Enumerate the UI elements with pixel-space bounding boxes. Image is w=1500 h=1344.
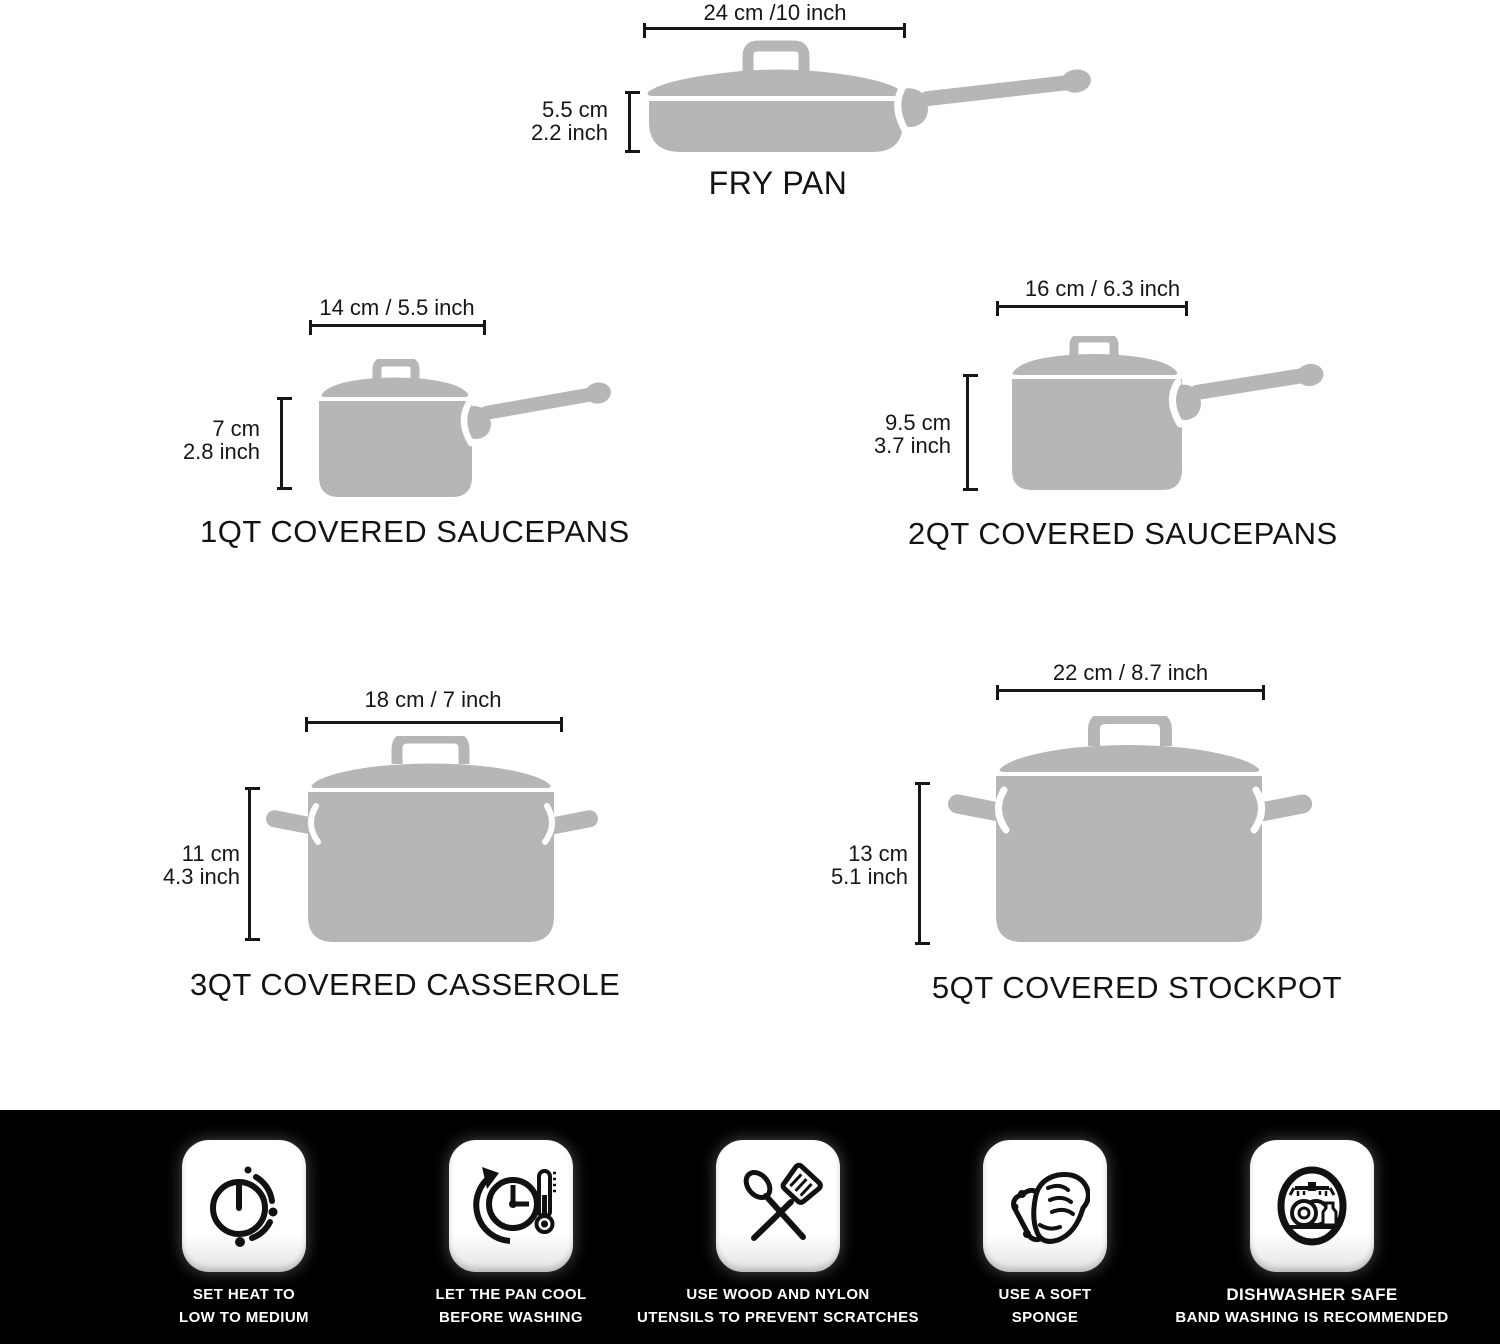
care-label: SET HEAT TO LOW TO MEDIUM [179, 1286, 309, 1326]
care-label: USE WOOD AND NYLON UTENSILS TO PREVENT SCRATCHES [637, 1286, 919, 1326]
height-dimension-line [966, 374, 969, 491]
utensils-icon [716, 1140, 840, 1272]
sponge-icon [983, 1140, 1107, 1272]
height-dimension-label: 11 cm 4.3 inch [162, 841, 240, 889]
care-item-utensils [628, 1110, 928, 1329]
height-dimension-label: 13 cm 5.1 inch [830, 841, 908, 889]
height-dimension-line [248, 787, 251, 941]
width-dimension-label: 14 cm / 5.5 inch [319, 295, 475, 320]
product-name: 1QT COVERED SAUCEPANS [200, 514, 630, 549]
width-dimension-line [307, 721, 561, 724]
width-dimension-line [998, 689, 1263, 692]
heat-dial-icon [182, 1140, 306, 1272]
stockpot-5qt-illustration [948, 716, 1312, 944]
care-item-heat [94, 1110, 394, 1329]
height-dimension-label: 9.5 cm 3.7 inch [873, 410, 951, 458]
care-instructions-bar [0, 1110, 1500, 1344]
width-dimension-line [998, 305, 1186, 308]
width-dimension-label: 24 cm /10 inch [703, 0, 847, 25]
width-dimension-line [645, 27, 904, 30]
product-name: 2QT COVERED SAUCEPANS [908, 516, 1338, 551]
cooling-clock-icon [449, 1140, 573, 1272]
dishwasher-icon [1250, 1140, 1374, 1272]
height-dimension-line [628, 91, 631, 153]
width-dimension-label: 16 cm / 6.3 inch [1024, 276, 1181, 301]
height-dimension-label: 5.5 cm 2.2 inch [530, 97, 608, 145]
care-label: DISHWASHER SAFE BAND WASHING IS RECOMMENDED [1175, 1285, 1449, 1326]
care-label: LET THE PAN COOL BEFORE WASHING [435, 1286, 587, 1326]
width-dimension-label: 18 cm / 7 inch [364, 687, 502, 712]
care-label: USE A SOFT SPONGE [998, 1286, 1092, 1326]
width-dimension-line [311, 324, 484, 327]
product-name: 5QT COVERED STOCKPOT [931, 970, 1343, 1005]
product-name: FRY PAN [708, 165, 848, 201]
saucepan-1qt-illustration [315, 359, 615, 500]
width-dimension-label: 22 cm / 8.7 inch [1052, 660, 1209, 685]
height-dimension-line [918, 782, 921, 945]
care-item-sponge [895, 1110, 1195, 1329]
saucepan-2qt-illustration [1010, 336, 1325, 492]
care-item-cool [361, 1110, 661, 1329]
casserole-3qt-illustration [266, 736, 598, 944]
care-item-dishwasher [1162, 1110, 1462, 1329]
height-dimension-line [280, 397, 283, 490]
height-dimension-label: 7 cm 2.8 inch [182, 416, 260, 464]
product-name: 3QT COVERED CASSEROLE [190, 967, 621, 1002]
fry-pan-illustration [628, 40, 1093, 158]
